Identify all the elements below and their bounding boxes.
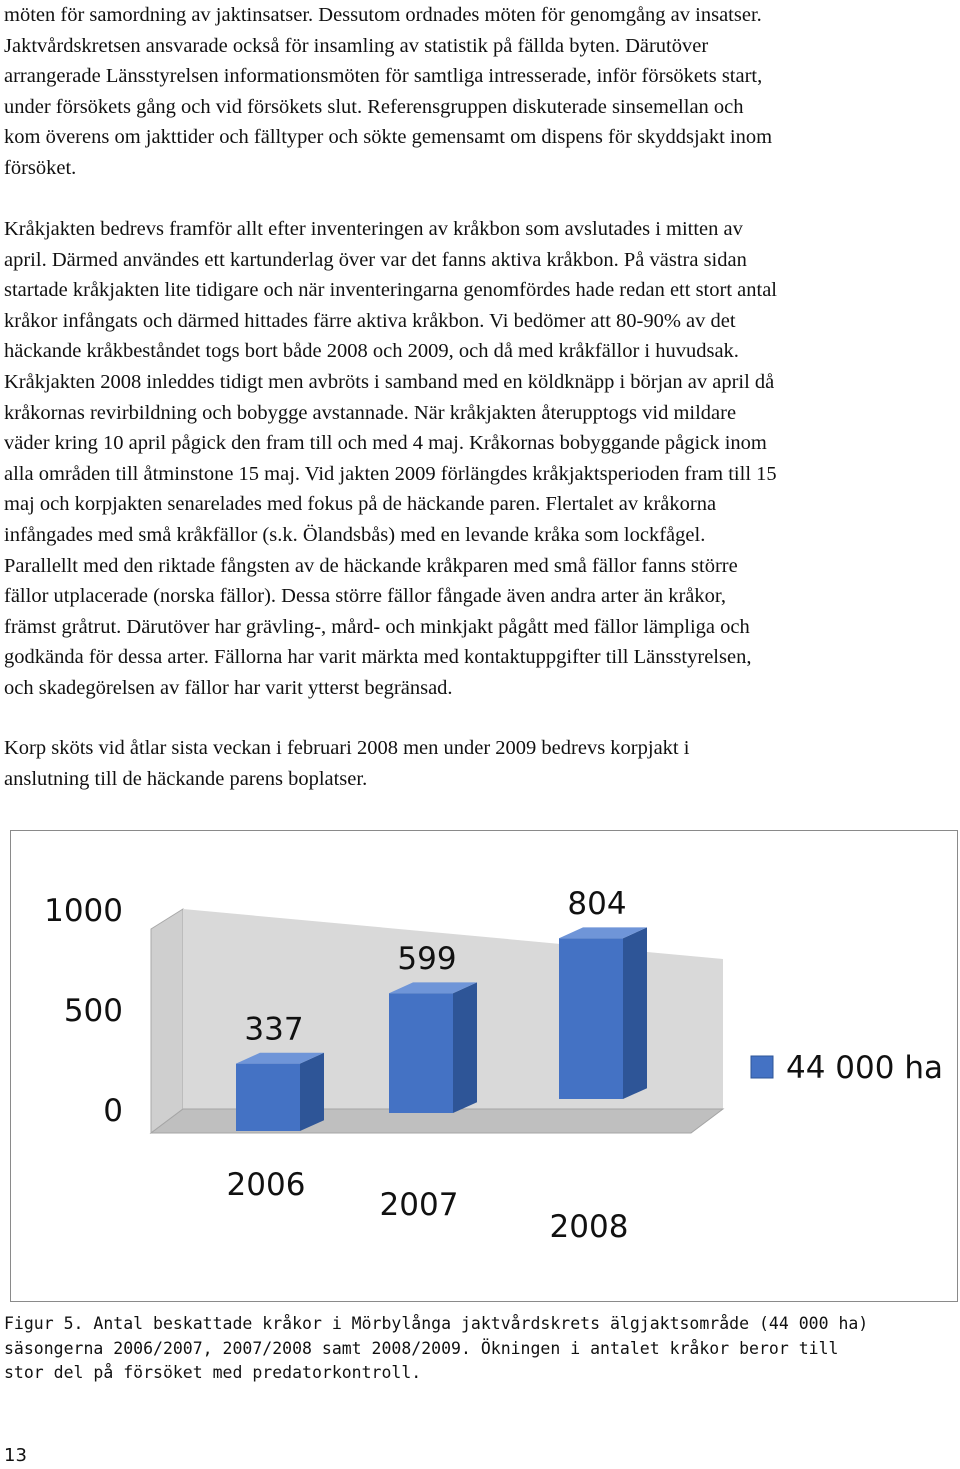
bar-side [453, 982, 477, 1113]
paragraph-line: kråkornas revirbildning och bobygge avstannade. När kråkjakten återupptogs vid mildare [4, 401, 737, 424]
paragraph-line: Jaktvårdskretsen ansvarade också för insamling av statistik på fällda byten. Därutöver [4, 34, 709, 57]
paragraph-3 [4, 733, 954, 794]
caption-line: Figur 5. Antal beskattade kråkor i Mörbylånga jaktvårdskrets älgjaktsområde (44 000 ha) [4, 1314, 869, 1333]
y-tick-label: 1000 [44, 893, 123, 929]
y-tick-label: 0 [103, 1093, 123, 1129]
paragraph-line: försöket. [4, 156, 77, 179]
paragraph-line: möten för samordning av jaktinsatser. Dessutom ordnades möten för genomgång av insatser. [4, 4, 762, 26]
paragraph-line: april. Därmed användes ett kartunderlag över var det fanns aktiva kråkbon. På västra sidan [4, 248, 747, 271]
data-label: 804 [567, 886, 627, 923]
paragraph-line: väder kring 10 april pågick den fram till och med 4 maj. Kråkornas bobyggande pågick inom [4, 432, 767, 455]
legend-swatch [751, 1056, 773, 1078]
paragraph-line: anslutning till de häckande parens boplatser. [4, 767, 368, 790]
paragraph-line: Kråkjakten 2008 inleddes tidigt men avbröts i samband med en köldknäpp i början av april då [4, 370, 775, 393]
chart-side-wall [151, 909, 183, 1133]
paragraph-line: Kråkjakten bedrevs framför allt efter inventeringen av kråkbon som avslutades i mitten av [4, 218, 743, 240]
x-category-label: 2007 [379, 1187, 459, 1223]
bar-side [623, 927, 647, 1099]
data-label: 337 [244, 1011, 304, 1048]
page-number: 13 [4, 1445, 27, 1466]
data-label: 599 [397, 941, 457, 978]
paragraph-line: godkända för dessa arter. Fällorna har varit märkta med kontaktuppgifter till Länsstyrelsen, [4, 646, 752, 669]
paragraph-2 [4, 214, 954, 704]
paragraph-line: häckande kråkbeståndet togs bort både 2008 och 2009, och då med kråkfällor i huvudsak. [4, 340, 739, 363]
legend-label: 44 000 ha [786, 1050, 943, 1086]
paragraph-line: alla områden till åtminstone 15 maj. Vid jakten 2009 förlängdes kråkjaktsperioden fram till 15 [4, 462, 777, 485]
paragraph-line: under försökets gång och vid försökets slut. Referensgruppen diskuterade sinsemellan och [4, 95, 744, 118]
paragraph-line: främst gråtrut. Därutöver har grävling-, mård- och minkjakt pågått med fällor lämpliga och [4, 615, 750, 638]
bar-side [300, 1053, 324, 1131]
paragraph-line: infångades med små kråkfällor (s.k. Ölandsbås) med en levande kråka som lockfågel. [4, 523, 706, 546]
chart-frame [10, 830, 958, 1302]
caption-line: säsongerna 2006/2007, 2007/2008 samt 2008/2009. Ökningen i antalet kråkor beror till [4, 1338, 839, 1358]
paragraph-line: arrangerade Länsstyrelsen informationsmöten för samtliga intresserade, inför försökets start, [4, 65, 763, 88]
chart-canvas [11, 831, 957, 1301]
bar [559, 938, 623, 1099]
paragraph-line: Korp sköts vid åtlar sista veckan i februari 2008 men under 2009 bedrevs korpjakt i [4, 737, 690, 759]
paragraph-line: kom överens om jakttider och fälltyper och sökte gemensamt om dispens för skyddsjakt inom [4, 126, 773, 149]
paragraph-line: startade kråkjakten lite tidigare och när inventeringarna genomfördes hade redan ett stort antal [4, 279, 777, 302]
paragraph-line: fällor utplacerade (norska fällor). Dessa större fällor fångade även andra arter än kråkor, [4, 585, 727, 608]
x-category-label: 2008 [549, 1209, 629, 1245]
paragraph-line: kråkor infångats och därmed hittades färre aktiva kråkbon. Vi bedömer att 80-90% av det [4, 309, 736, 332]
paragraph-line: Parallellt med den riktade fångsten av de häckande kråkparen med små fällor fanns större [4, 554, 738, 577]
caption-line: stor del på försöket med predatorkontroll. [4, 1363, 422, 1382]
bar [389, 993, 453, 1113]
bar [236, 1064, 300, 1131]
y-tick-label: 500 [63, 993, 123, 1029]
paragraph-line: och skadegörelsen av fällor har varit ytterst begränsad. [4, 676, 453, 699]
paragraph-1 [4, 0, 954, 184]
paragraph-line: maj och korpjakten senarelades med fokus på de häckande paren. Flertalet av kråkorna [4, 493, 717, 516]
x-category-label: 2006 [226, 1167, 306, 1203]
figure-caption [4, 1312, 954, 1386]
